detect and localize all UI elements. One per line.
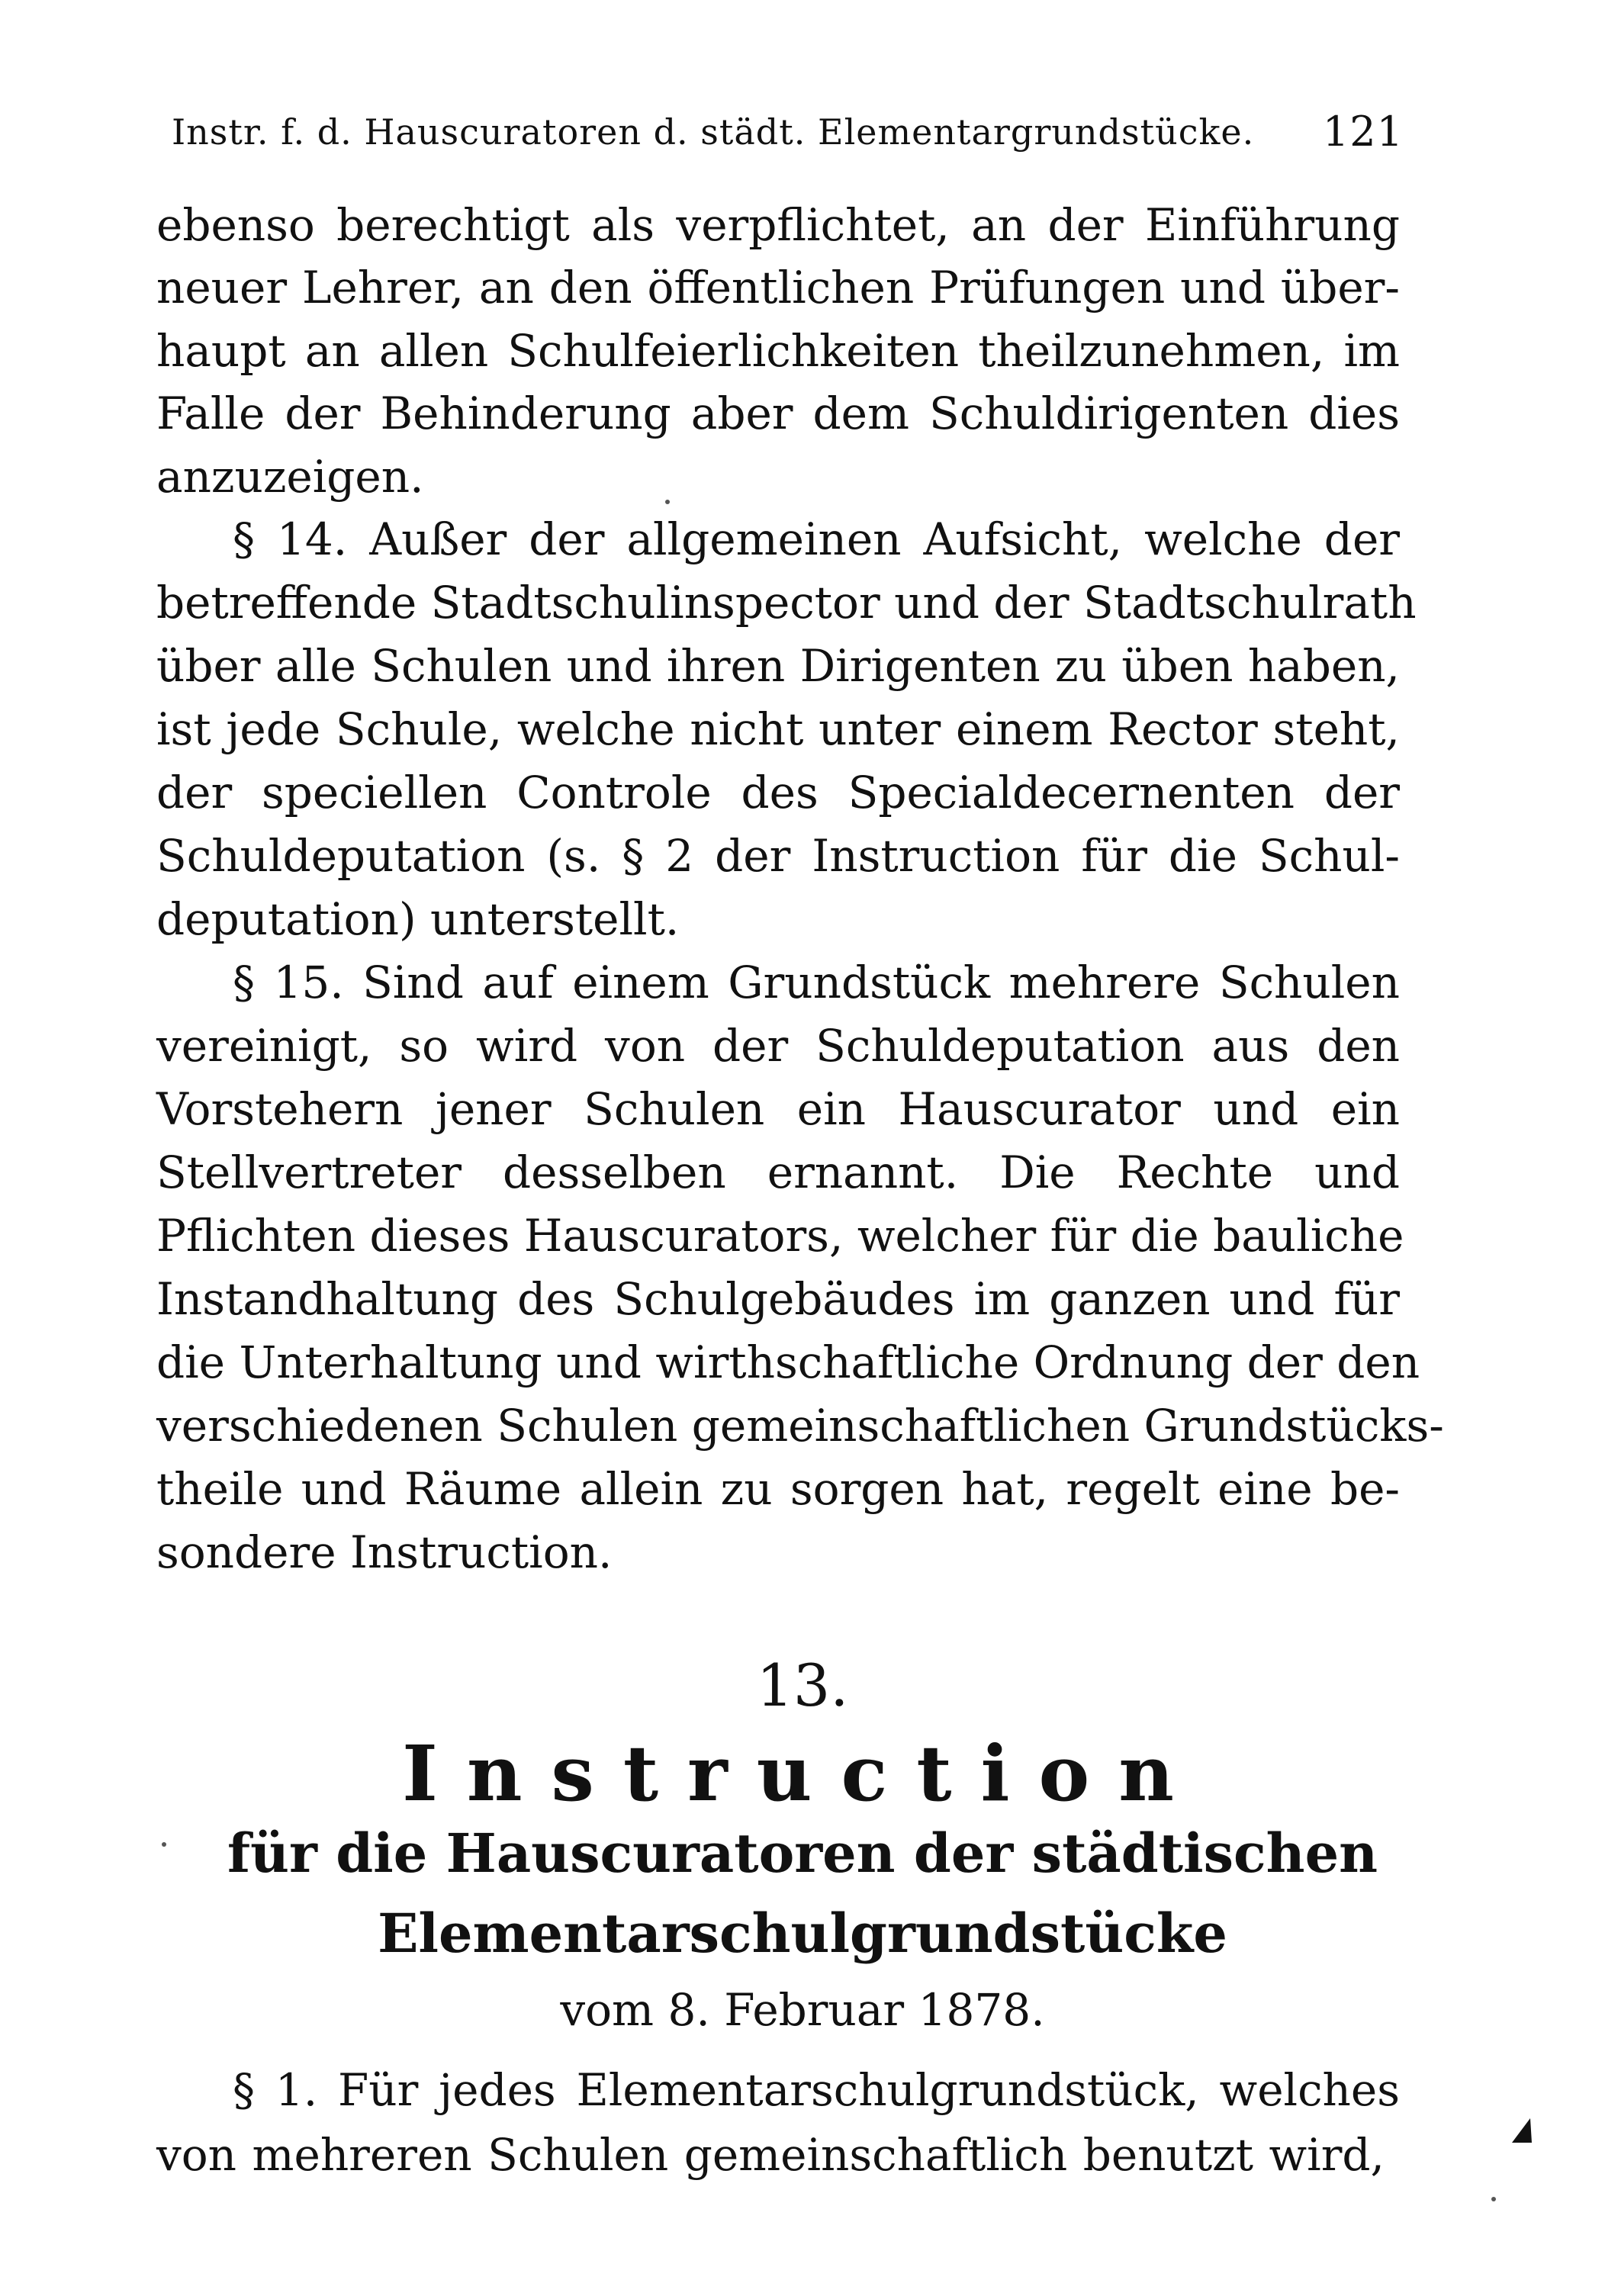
section-title: Instruction: [402, 1728, 1203, 1818]
page-number: 121: [1322, 108, 1404, 156]
running-header: [172, 105, 1404, 159]
text-line: der speciellen Controle des Specialdecernenten der: [156, 767, 1400, 818]
paragraph-14-start: § 14. Außer der allgemeinen Aufsicht, welche der: [233, 513, 1400, 565]
text-line: von mehreren Schulen gemeinschaftlich benutzt wird,: [156, 2129, 1385, 2181]
section-date: vom 8. Februar 1878.: [560, 1984, 1045, 2036]
text-line: sondere Instruction.: [156, 1526, 613, 1578]
section-number: 13.: [756, 1651, 849, 1719]
text-line: Pflichten dieses Hauscurators, welcher für die bauliche: [156, 1210, 1404, 1262]
text-line: Falle der Behinderung aber dem Schuldirigenten dies: [156, 387, 1400, 439]
section-subtitle-line-1: für die Hauscuratoren der städtischen: [227, 1822, 1378, 1885]
text-line: anzuzeigen.: [156, 451, 424, 503]
text-line: deputation) unterstellt.: [156, 893, 680, 945]
text-line: die Unterhaltung und wirthschaftliche Ordnung der den: [156, 1336, 1420, 1388]
text-line: ist jede Schule, welche nicht unter einem Rector steht,: [156, 703, 1400, 755]
text-line: vereinigt, so wird von der Schuldeputation aus den: [156, 1020, 1400, 1072]
speck-decoration: [1491, 2197, 1496, 2201]
text-line: verschiedenen Schulen gemeinschaftlichen Grundstücks-: [156, 1400, 1444, 1452]
text-line: Stellvertreter desselben ernannt. Die Rechte und: [156, 1146, 1400, 1198]
text-line: ebenso berechtigt als verpflichtet, an der Einführung: [156, 199, 1400, 251]
text-line: neuer Lehrer, an den öffentlichen Prüfungen und über-: [156, 262, 1400, 314]
paragraph-1-start: § 1. Für jedes Elementarschulgrundstück, welches: [233, 2064, 1400, 2116]
print-mark-icon: [1510, 2117, 1533, 2147]
section-subtitle-line-2: Elementarschulgrundstücke: [378, 1902, 1227, 1965]
text-line: Instandhaltung des Schulgebäudes im ganzen und für: [156, 1273, 1400, 1325]
text-line: betreffende Stadtschulinspector und der Stadtschulrath: [156, 577, 1417, 629]
text-line: über alle Schulen und ihren Dirigenten zu üben haben,: [156, 640, 1400, 692]
paragraph-15-start: § 15. Sind auf einem Grundstück mehrere Schulen: [233, 957, 1400, 1008]
text-line: haupt an allen Schulfeierlichkeiten theilzunehmen, im: [156, 325, 1400, 377]
running-title: Instr. f. d. Hauscuratoren d. städt. Elementargrundstücke.: [172, 111, 1255, 153]
speck-decoration: [162, 1842, 166, 1847]
text-line: Vorstehern jener Schulen ein Hauscurator und ein: [156, 1083, 1400, 1135]
text-line: Schuldeputation (s. § 2 der Instruction für die Schul-: [156, 830, 1400, 882]
speck-decoration: [665, 500, 670, 504]
text-line: theile und Räume allein zu sorgen hat, regelt eine be-: [156, 1463, 1400, 1515]
